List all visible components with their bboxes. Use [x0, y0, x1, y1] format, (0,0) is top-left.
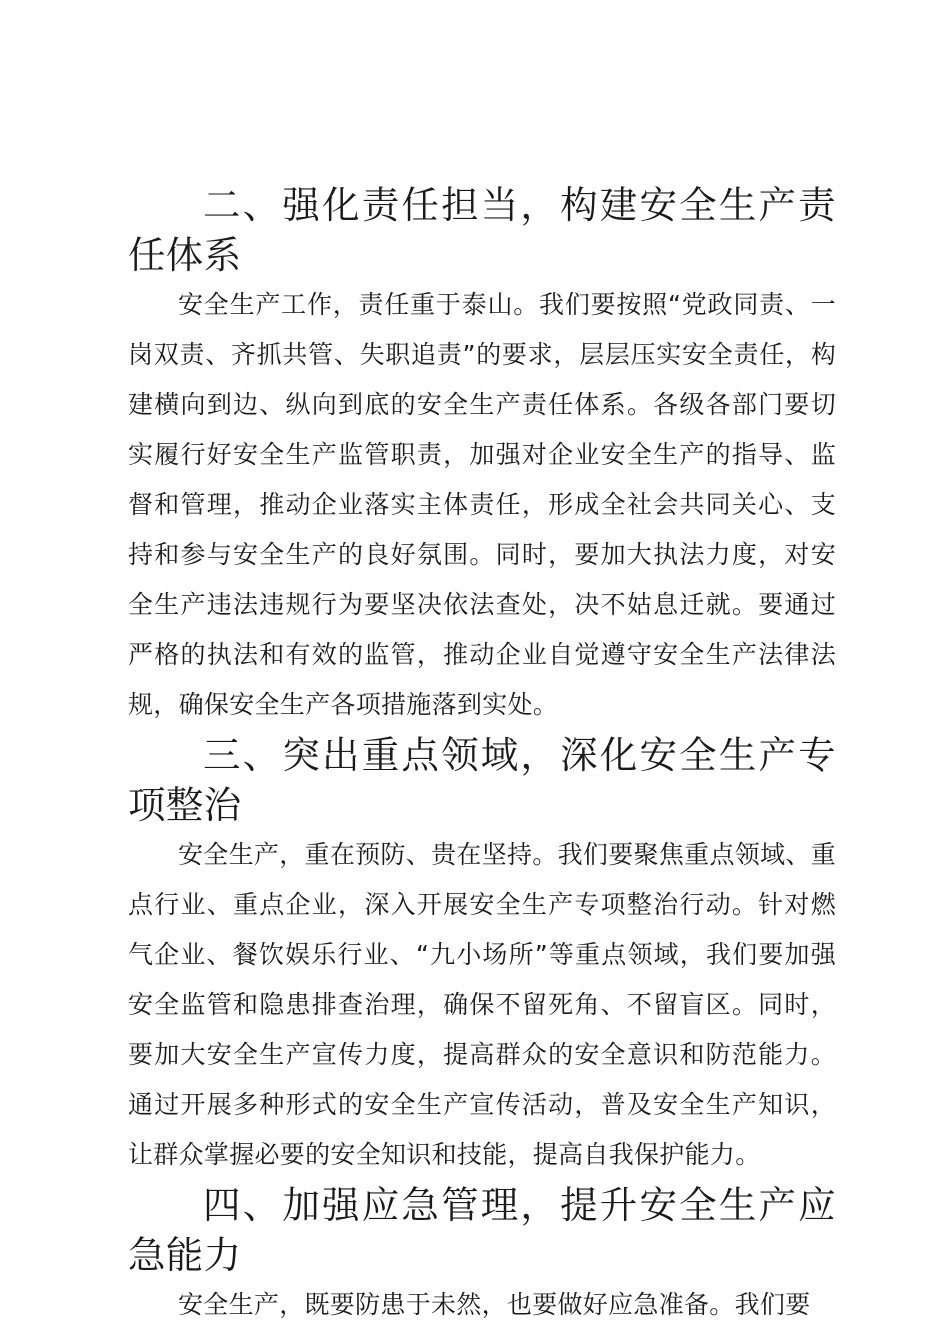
section-heading-4: 四、加强应急管理，提升安全生产应急能力 — [128, 1183, 836, 1277]
section-heading-2: 二、强化责任担当，构建安全生产责任体系 — [128, 183, 836, 277]
document-body — [128, 180, 836, 1330]
section-paragraph-2: 安全生产工作，责任重于泰山。我们要按照“党政同责、一岗双责、齐抓共管、失职追责”的要求，层层压实安全责任，构建横向到边、纵向到底的安全生产责任体系。各级各部门要切实履行好安全生产监管职责，加强对企业安全生产的指导、监督和管理，推动企业落实主体责任，形成全社会共同关心、支持和参与安全生产的良好氛围。同时，要加大执法力度，对安全生产违法违规行为要坚决依法查处，决不姑息迁就。要通过严格的执法和有效的监管，推动企业自觉遵守安全生产法律法规，确保安全生产各项措施落到实处。 — [128, 290, 836, 719]
section-paragraph-4: 安全生产，既要防患于未然，也要做好应急准备。我们要 — [178, 1290, 811, 1319]
section-paragraph-3: 安全生产，重在预防、贵在坚持。我们要聚焦重点领域、重点行业、重点企业，深入开展安全生产专项整治行动。针对燃气企业、餐饮娱乐行业、“九小场所”等重点领域，我们要加强安全监管和隐患排查治理，确保不留死角、不留盲区。同时，要加大安全生产宣传力度，提高群众的安全意识和防范能力。通过开展多种形式的安全生产宣传活动，普及安全生产知识，让群众掌握必要的安全知识和技能，提高自我保护能力。 — [128, 840, 836, 1169]
section-heading-3: 三、突出重点领域，深化安全生产专项整治 — [128, 733, 836, 827]
